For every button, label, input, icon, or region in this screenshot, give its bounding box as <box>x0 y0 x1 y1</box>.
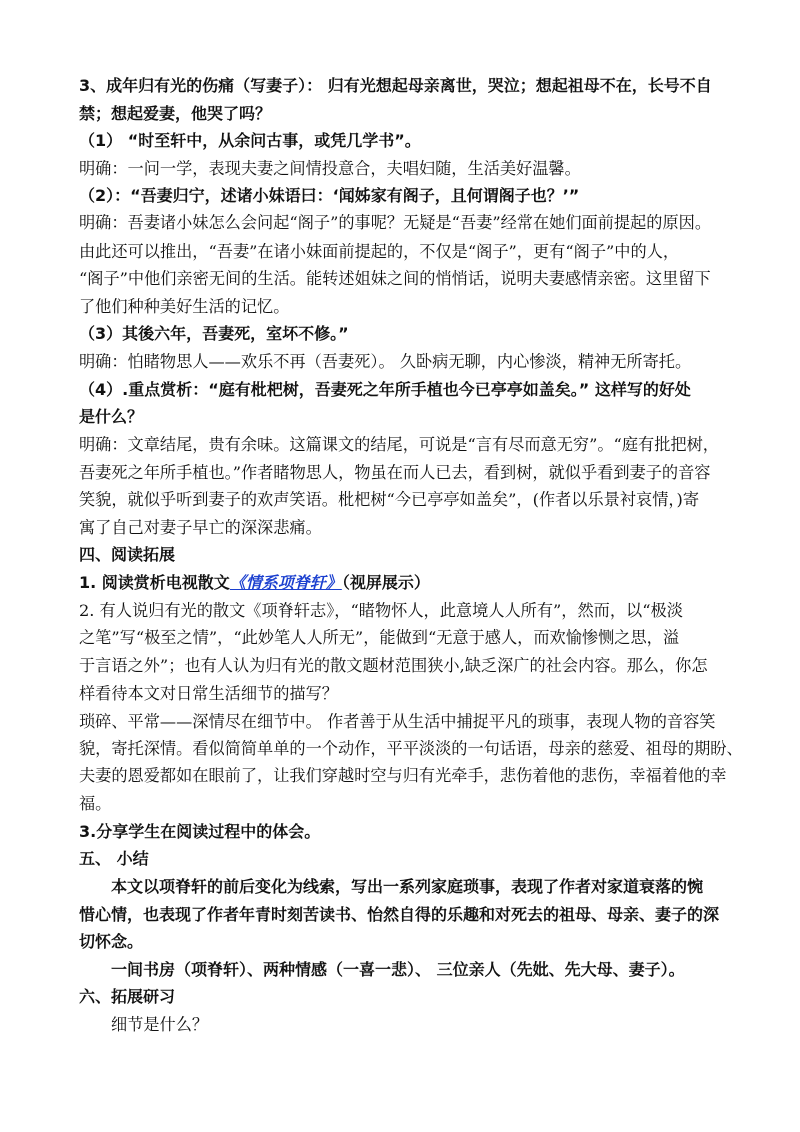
answer-2-line1: 明确：吾妻诸小妹怎么会问起“阁子”的事呢？无疑是“吾妻”经常在她们面前提起的原因。 <box>79 213 712 232</box>
item2-answer-line3: 夫妻的恩爱都如在眼前了，让我们穿越时空与归有光牵手，悲伤着他的悲伤，幸福着他的幸 <box>79 766 727 785</box>
section4-item1 <box>79 573 739 593</box>
answer-4-line1: 明确：文章结尾，贵有余味。这篇课文的结尾，可说是“言有尽而意无穷”。“庭有批把树， <box>79 435 719 454</box>
answer-4-line3: 笑貌，就似乎听到妻子的欢声笑语。枇杷树“今已亭亭如盖矣”，(作者以乐景衬哀情，)寄 <box>79 490 700 509</box>
section3-heading-line2: 禁；想起爱妻，他哭了吗？ <box>79 104 272 123</box>
answer-2-line3: “阁子”中他们亲密无间的生活。能转述姐妹之间的悄悄话，说明夫妻感情亲密。这里留下 <box>79 269 711 288</box>
item2-answer-line4: 福。 <box>79 794 112 813</box>
section3-heading-line1: 3、成年归有光的伤痛（写妻子）： 归有光想起母亲离世，哭泣；想起祖母不在，长号不自 <box>79 76 712 95</box>
answer-4-line4: 寓了自己对妻子早亡的深深悲痛。 <box>79 518 322 537</box>
answer-2-line4: 了他们种种美好生活的记忆。 <box>79 297 290 316</box>
answer-1: 明确：一问一学，表现夫妻之间情投意合，夫唱妇随，生活美好温馨。 <box>79 159 581 178</box>
answer-3: 明确：怕睹物思人——欢乐不再（吾妻死）。 久卧病无聊，内心惨淡，精神无所寄托。 <box>79 352 692 371</box>
video-essay-link[interactable]: 《情系项脊轩》 <box>229 573 342 592</box>
item1-prefix: 1. 阅读赏析电视散文 <box>79 573 230 592</box>
item2-line3: 于言语之外”；也有人认为归有光的散文题材范围狭小,缺乏深广的社会内容。那么，你怎 <box>79 656 708 675</box>
item2-answer-line1: 琐碎、平常——深情尽在细节中。 作者善于从生活中捕捉平凡的琐事，表现人物的音容笑 <box>79 712 716 731</box>
answer-2-line2: 由此还可以推出，“吾妻”在诸小妹面前提起的，不仅是“阁子”，更有“阁子”中的人， <box>79 242 680 261</box>
section6-heading: 六、拓展研习 <box>79 987 176 1006</box>
item2-line1: 2. 有人说归有光的散文《项脊轩志》，“睹物怀人，此意境人人所有”，然而，以“极淡 <box>79 601 683 620</box>
section5-heading: 五、 小结 <box>79 849 149 868</box>
item2-answer-line2: 貌，寄托深情。看似简简单单的一个动作，平平淡淡的一句话语，母亲的慈爱、祖母的期盼、 <box>79 739 743 758</box>
summary-points: 一间书房（项脊轩）、两种情感（一喜一悲）、 三位亲人（先妣、先大母、妻子）。 <box>111 960 685 979</box>
summary-line3: 切怀念。 <box>79 932 144 951</box>
item2-line4: 样看待本文对日常生活细节的描写？ <box>79 684 338 703</box>
section4-heading: 四、阅读拓展 <box>79 545 176 564</box>
summary-line2: 惜心情，也表现了作者年青时刻苦读书、怡然自得的乐趣和对死去的祖母、母亲、妻子的深 <box>79 905 720 924</box>
answer-4-line2: 吾妻死之年所手植也。”作者睹物思人，物虽在而人已去，看到树，就似乎看到妻子的音容 <box>79 463 711 482</box>
question-4-line2: 是什么？ <box>79 407 144 426</box>
section6-question: 细节是什么？ <box>111 1015 209 1034</box>
question-2: （2）：“吾妻归宁，述诸小妹语曰：‘闻姊家有阁子，且何谓阁子也？’” <box>79 186 580 205</box>
summary-line1: 本文以项脊轩的前后变化为线索，写出一系列家庭琐事，表现了作者对家道衰落的惋 <box>111 877 704 896</box>
item1-suffix: （视屏展示） <box>341 573 430 592</box>
section4-item3: 3.分享学生在阅读过程中的体会。 <box>79 822 321 841</box>
question-1: （1） “时至轩中，从余问古事，或凭几学书”。 <box>79 131 421 150</box>
item2-line2: 之笔”写“极至之情”，“此妙笔人人所无”，能做到“无意于感人，而欢愉惨恻之思，溢 <box>79 628 680 647</box>
question-4-line1: （4）.重点赏析：“庭有枇杷树，吾妻死之年所手植也今已亭亭如盖矣。” 这样写的好处 <box>79 380 691 399</box>
question-3: （3）其後六年，吾妻死，室坏不修。” <box>79 324 349 343</box>
